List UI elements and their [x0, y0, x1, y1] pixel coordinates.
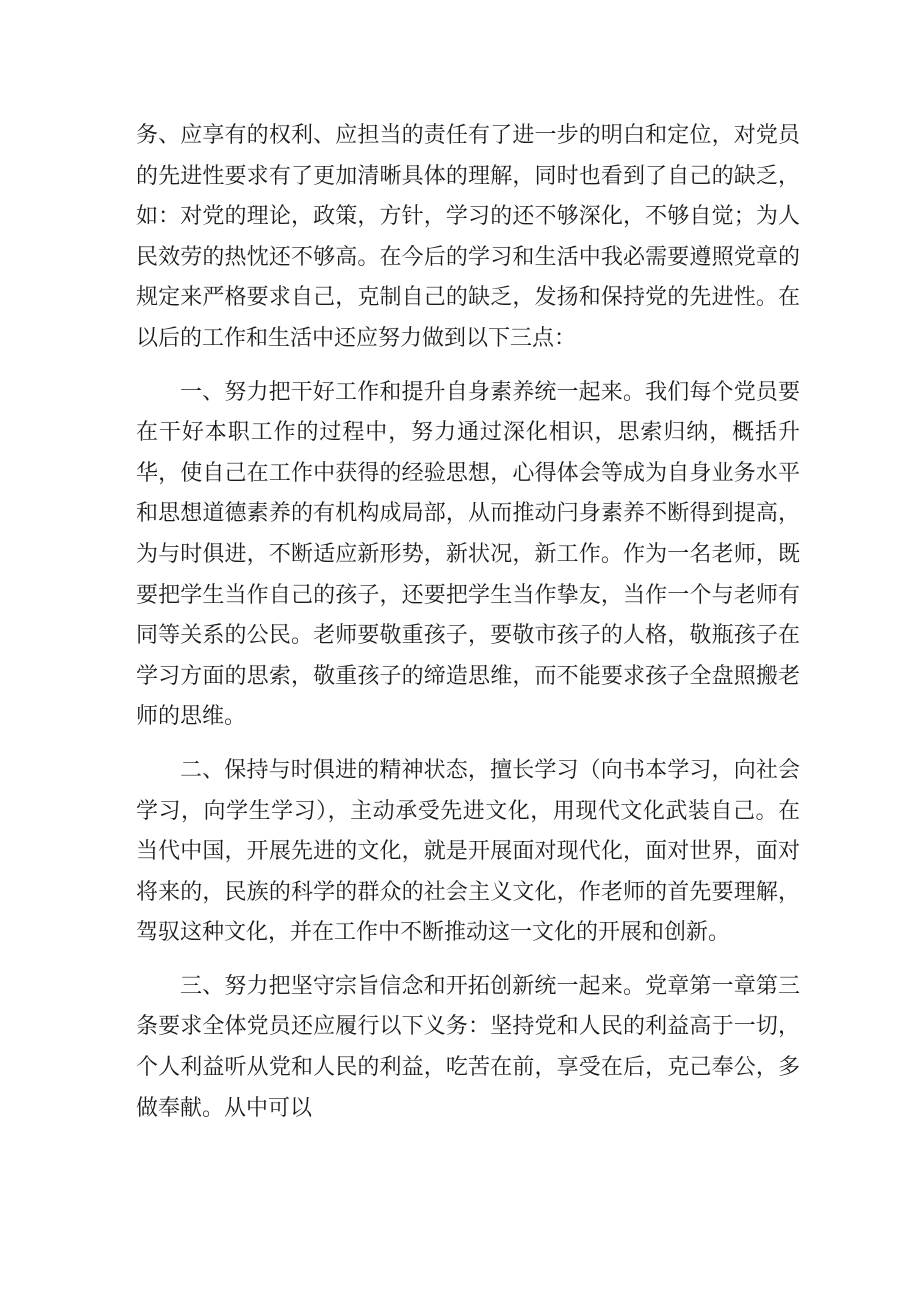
paragraph-point-three: 三、努力把坚守宗旨信念和开拓创新统一起来。党章第一章第三条要求全体党员还应履行以下义务：坚持党和人民的利益高于一切，个人利益听从党和人民的利益，吃苦在前，享受在后，克己奉公，多做奉献。从中可以 — [136, 973, 800, 1121]
document-body — [136, 116, 800, 1129]
paragraph-continuation: 务、应享有的权利、应担当的责任有了进一步的明白和定位，对党员的先进性要求有了更加清晰具体的理解，同时也看到了自己的缺乏，如：对党的理论，政策，方针，学习的还不够深化，不够自觉；为人民效劳的热忱还不够高。在今后的学习和生活中我必需要遵照党章的规定来严格要求自己，克制自己的缺乏，发扬和保持党的先进性。在以后的工作和生活中还应努力做到以下三点： — [136, 123, 800, 351]
paragraph-point-one: 一、努力把干好工作和提升自身素养统一起来。我们每个党员要在干好本职工作的过程中，努力通过深化相识，思索归纳，概括升华，使自己在工作中获得的经验思想，心得体会等成为自身业务水平和思想道德素养的有机构成局部，从而推动闩身素养不断得到提高，为与时俱进，不断适应新形势，新状况，新工作。作为一名老师，既要把学生当作自己的孩子，还要把学生当作挚友，当作一个与老师有同等关系的公民。老师要敬重孩子，要敬市孩子的人格，敬瓶孩子在学习方面的思索，敬重孩子的缔造思维，而不能要求孩子全盘照搬老师的思维。 — [136, 379, 800, 730]
paragraph-point-two: 二、保持与时俱进的精神状态，擅长学习（向书本学习，向社会学习，向学生学习），主动承受先进文化，用现代文化武装自己。在当代中国，开展先进的文化，就是开展面对现代化，面对世界，面对将来的，民族的科学的群众的社会主义文化，作老师的首先要理解，驾驭这种文化，并在工作中不断推动这一文化的开展和创新。 — [136, 757, 800, 946]
